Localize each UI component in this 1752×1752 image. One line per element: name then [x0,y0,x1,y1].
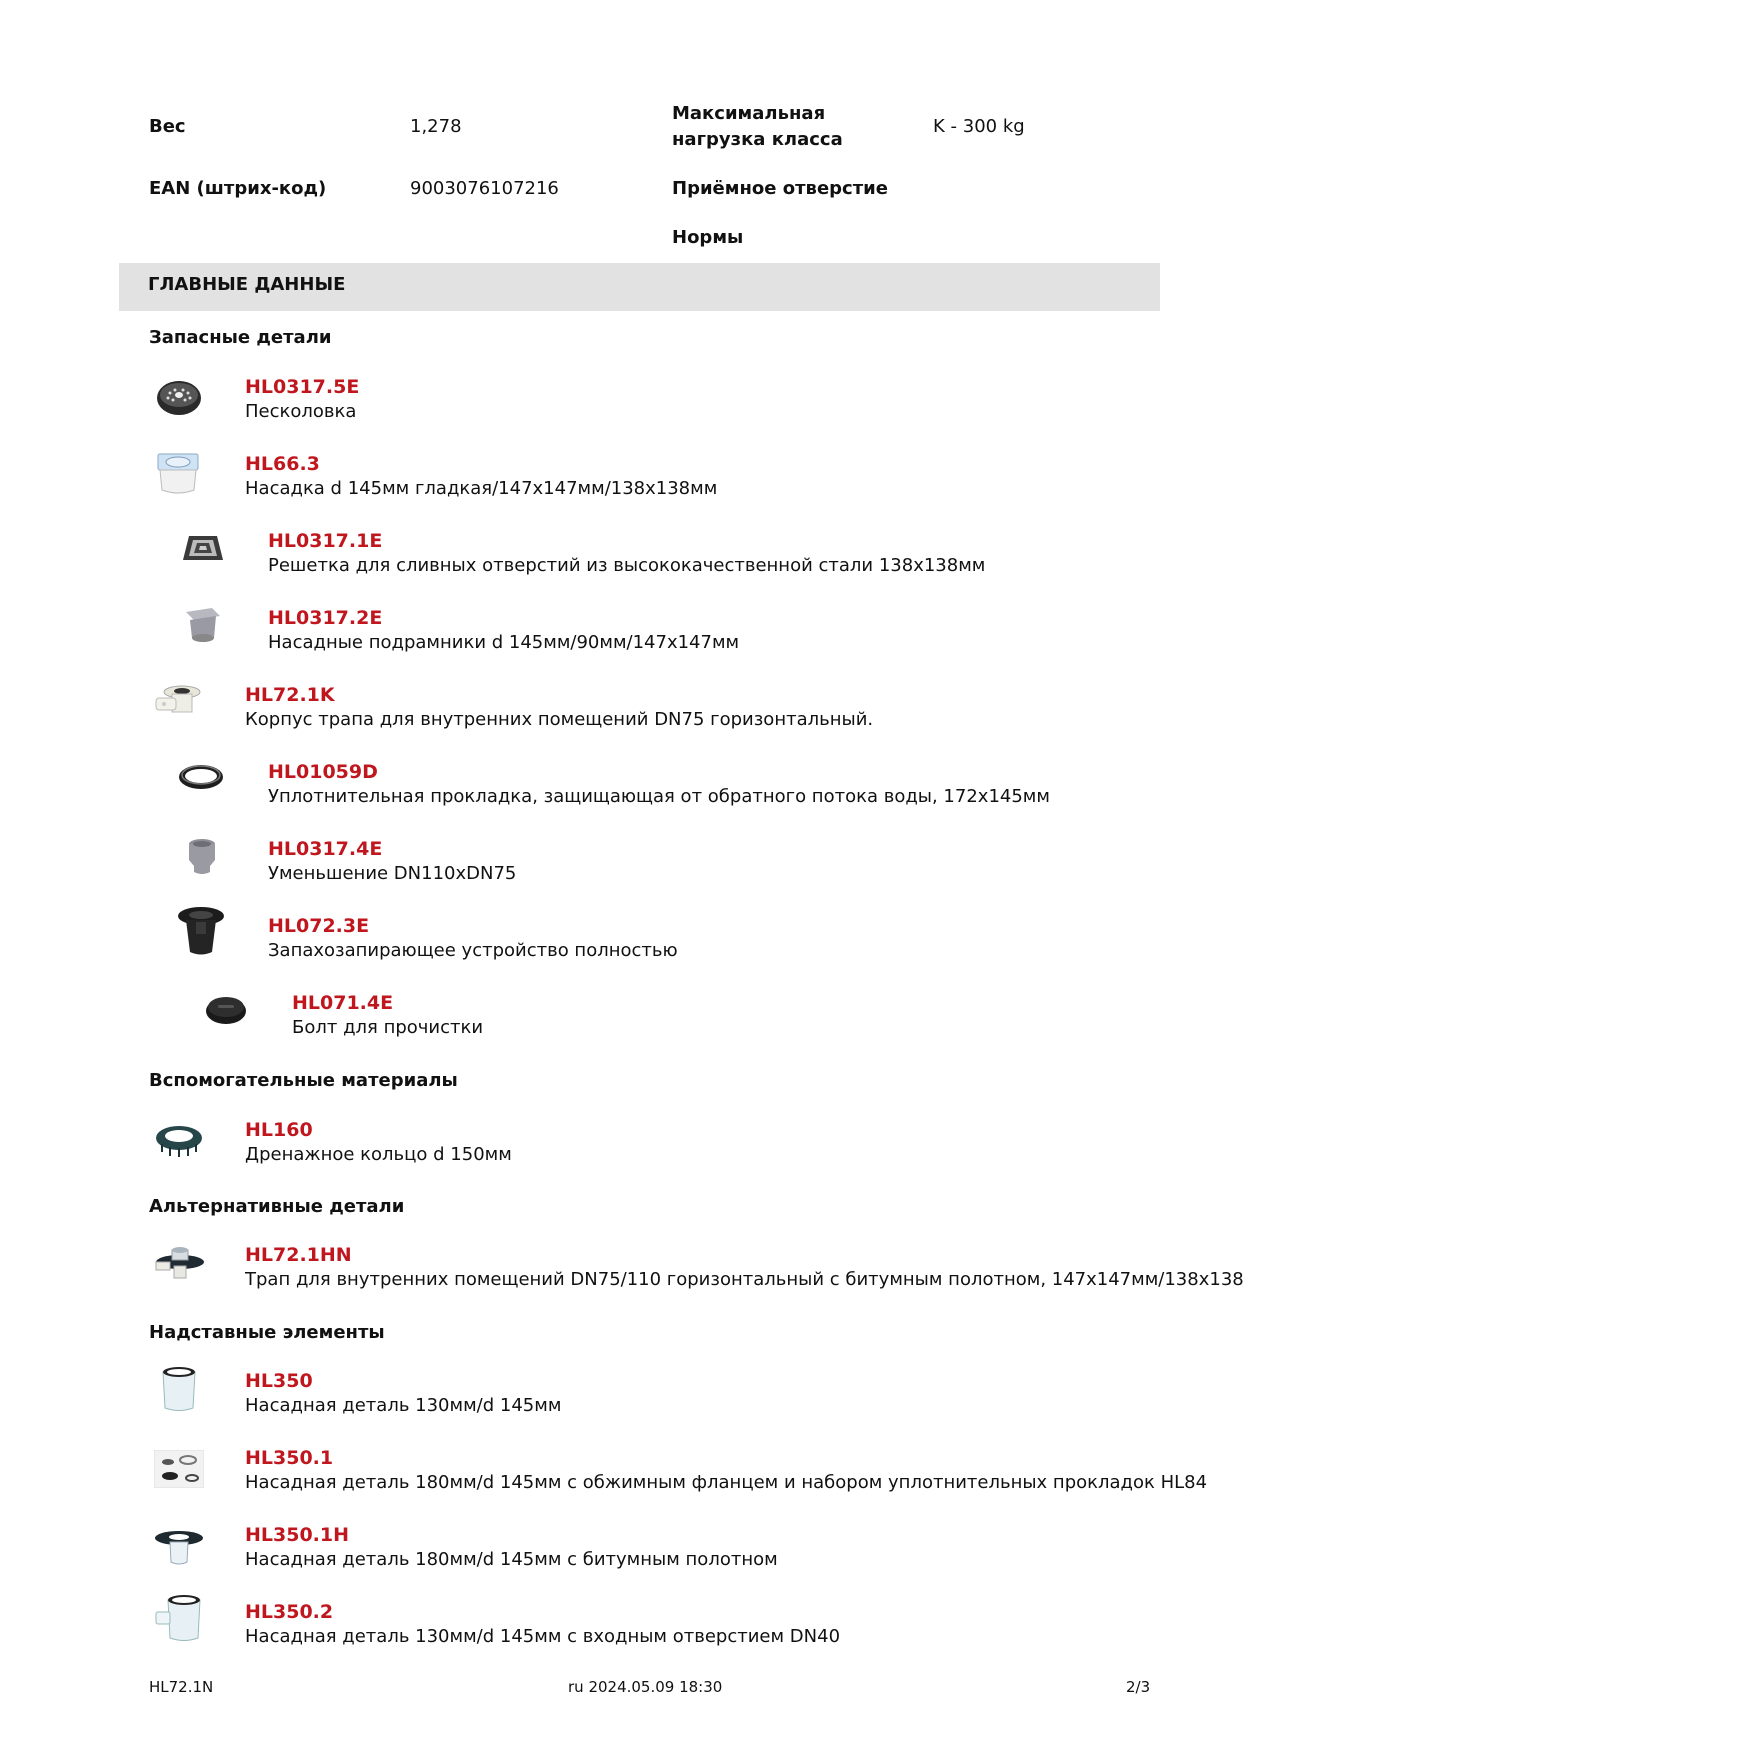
item-description: Дренажное кольцо d 150мм [245,1144,512,1165]
list-item [245,453,717,499]
item-description: Решетка для сливных отверстий из высококачественной стали 138x138мм [268,555,986,576]
item-description: Болт для прочистки [292,1017,484,1038]
item-code-link[interactable]: HL01059D [268,761,378,783]
item-code-link[interactable]: HL350.2 [245,1601,334,1623]
ean-label: EAN (штрих-код) [149,178,327,199]
cleaning-bolt-icon [205,993,247,1025]
extension-bitumen-icon [154,1526,204,1566]
weight-label: Вес [149,116,186,137]
item-code-link[interactable]: HL160 [245,1119,313,1141]
list-item [292,992,483,1038]
item-code-link[interactable]: HL0317.5E [245,376,360,398]
extension-icon [160,1366,198,1414]
opening-label: Приёмное отверстие [672,178,888,199]
footer-product-code: HL72.1N [149,1678,214,1696]
weight-value: 1,278 [410,116,462,137]
item-code-link[interactable]: HL72.1HN [245,1244,352,1266]
list-item [245,376,359,422]
list-item [245,1601,840,1647]
item-description: Уменьшение DN110xDN75 [268,863,517,884]
ean-value: 9003076107216 [410,178,559,199]
list-item [245,1370,561,1416]
list-item [245,1119,512,1165]
seal-ring-icon [177,762,225,792]
item-code-link[interactable]: HL350.1H [245,1524,350,1546]
group-title-auxiliary: Вспомогательные материалы [149,1070,458,1091]
attachment-icon [154,452,202,496]
list-item [245,1447,1207,1493]
list-item [245,1244,1244,1290]
group-title-extension: Надставные элементы [149,1322,385,1343]
grate-icon [181,532,225,564]
list-item [268,761,1050,807]
item-code-link[interactable]: HL071.4E [292,992,394,1014]
item-description: Песколовка [245,401,357,422]
item-code-link[interactable]: HL72.1K [245,684,335,706]
group-title-spare: Запасные детали [149,327,332,348]
item-code-link[interactable]: HL350.1 [245,1447,334,1469]
item-description: Насадка d 145мм гладкая/147x147мм/138x138мм [245,478,718,499]
item-description: Насадная деталь 180мм/d 145мм с битумным полотном [245,1549,778,1570]
group-title-alternative: Альтернативные детали [149,1196,405,1217]
load-class-value: K - 300 kg [933,116,1025,137]
item-code-link[interactable]: HL0317.2E [268,607,383,629]
item-description: Насадная деталь 130мм/d 145мм с входным отверстием DN40 [245,1626,841,1647]
item-description: Трап для внутренних помещений DN75/110 горизонтальный с битумным полотном, 147x147мм/138x138 [245,1269,1244,1290]
list-item [268,838,516,884]
list-item [268,607,739,653]
load-class-label: Максимальная нагрузка класса [672,103,843,150]
item-description: Корпус трапа для внутренних помещений DN75 горизонтальный. [245,709,874,730]
item-description: Насадные подрамники d 145мм/90мм/147x147мм [268,632,740,653]
item-code-link[interactable]: HL66.3 [245,453,320,475]
footer-page-number: 2/3 [1126,1678,1151,1696]
extension-inlet-icon [154,1594,204,1644]
drain-body-icon [154,684,204,720]
item-description: Запахозапирающее устройство полностью [268,940,678,961]
reducer-icon [186,838,218,876]
item-description: Уплотнительная прокладка, защищающая от обратного потока воды, 172x145мм [268,786,1050,807]
drainage-ring-icon [154,1120,204,1160]
drain-bitumen-icon [154,1246,204,1282]
section-title: ГЛАВНЫЕ ДАННЫЕ [148,274,346,295]
item-code-link[interactable]: HL0317.4E [268,838,383,860]
item-code-link[interactable]: HL0317.1E [268,530,383,552]
item-code-link[interactable]: HL350 [245,1370,313,1392]
list-item [245,684,873,730]
odour-trap-icon [176,906,226,958]
extension-kit-icon [154,1450,204,1488]
section-header [119,263,1160,311]
item-description: Насадная деталь 180мм/d 145мм с обжимным фланцем и набором уплотнительных прокладок HL84 [245,1472,1208,1493]
sand-trap-icon [156,378,202,418]
item-code-link[interactable]: HL072.3E [268,915,370,937]
norms-label: Нормы [672,227,744,248]
footer-timestamp: ru 2024.05.09 18:30 [568,1678,723,1696]
list-item [268,915,678,961]
list-item [245,1524,778,1570]
list-item [268,530,985,576]
frame-icon [182,606,224,646]
item-description: Насадная деталь 130мм/d 145мм [245,1395,562,1416]
